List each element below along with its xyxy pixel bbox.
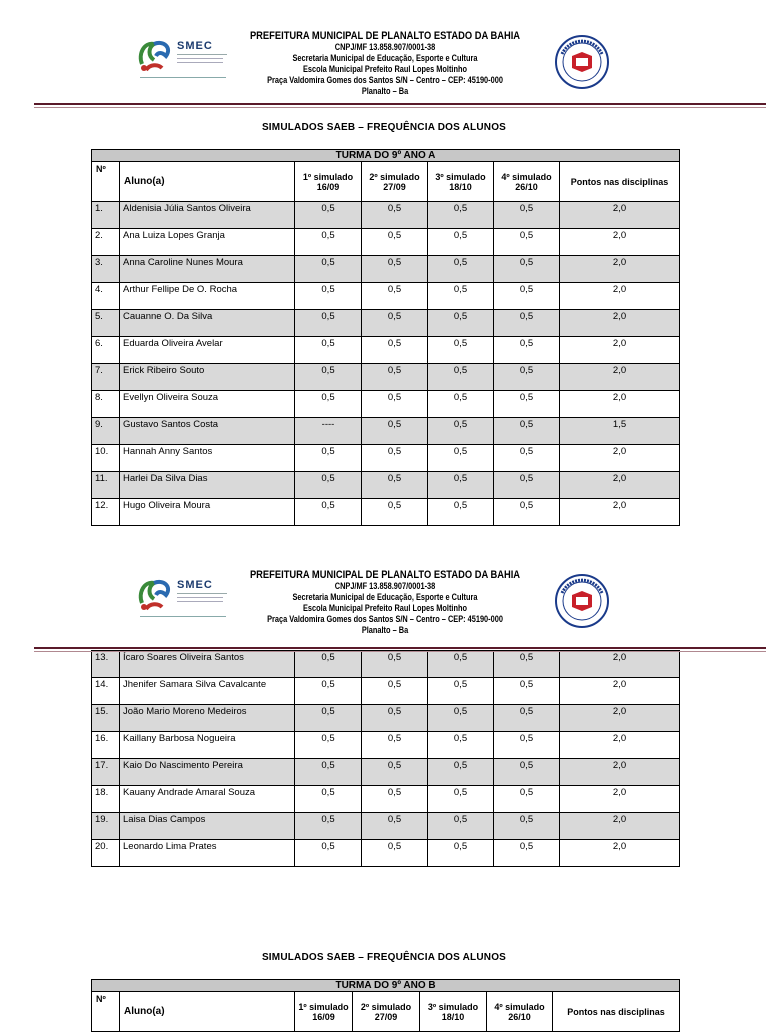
points-value: 2,0 [560,337,680,364]
col-points: Pontos nas disciplinas [553,992,680,1032]
row-number: 15. [92,705,120,732]
sim3-value: 0,5 [428,732,494,759]
student-name: Erick Ribeiro Souto [120,364,295,391]
row-number: 13. [92,651,120,678]
sim2-value: 0,5 [362,840,428,867]
points-value: 2,0 [560,391,680,418]
sim1-value: 0,5 [295,310,362,337]
sim2-value: 0,5 [362,499,428,526]
sim1-value: 0,5 [295,651,362,678]
col-sim4: 4º simulado 26/10 [487,992,553,1032]
sim3-value: 0,5 [428,840,494,867]
points-value: 2,0 [560,202,680,229]
sim2-value: 0,5 [362,445,428,472]
sim3-value: 0,5 [428,445,494,472]
sim3-value: 0,5 [428,472,494,499]
sim1-value: 0,5 [295,499,362,526]
points-value: 2,0 [560,678,680,705]
student-name: Hugo Oliveira Moura [120,499,295,526]
sim3-value: 0,5 [428,678,494,705]
table-row [92,813,680,840]
points-value: 2,0 [560,283,680,310]
logo-text: SMEC [177,40,213,52]
points-value: 2,0 [560,445,680,472]
col-number: Nº [92,992,120,1032]
header-line-cnpj: CNPJ/MF 13.858.907/0001-38 [334,42,436,52]
student-name: João Mario Moreno Medeiros [120,705,295,732]
sim3-value: 0,5 [428,283,494,310]
smec-logo-icon [134,34,176,76]
sim4-value: 0,5 [494,256,560,283]
points-value: 2,0 [560,732,680,759]
points-value: 2,0 [560,786,680,813]
points-value: 2,0 [560,840,680,867]
sim1-value: 0,5 [295,840,362,867]
student-name: Ana Luiza Lopes Granja [120,229,295,256]
column-headers [92,162,680,202]
school-seal-icon [554,573,610,629]
sim1-value: 0,5 [295,705,362,732]
sim3-value: 0,5 [428,418,494,445]
col-sim1: 1º simulado 16/09 [295,162,362,202]
header-rule-thin [34,651,766,652]
attendance-table-a-continued [91,650,680,867]
student-name: Ícaro Soares Oliveira Santos [120,651,295,678]
row-number: 16. [92,732,120,759]
sim4-value: 0,5 [494,705,560,732]
header-text [200,30,570,97]
points-value: 2,0 [560,229,680,256]
section-title: SIMULADOS SAEB – FREQUÊNCIA DOS ALUNOS [261,122,507,133]
sim2-value: 0,5 [362,678,428,705]
row-number: 11. [92,472,120,499]
table-row [92,418,680,445]
col-sim2: 2º simulado 27/09 [362,162,428,202]
points-value: 2,0 [560,651,680,678]
points-value: 1,5 [560,418,680,445]
sim4-value: 0,5 [494,418,560,445]
table-row [92,364,680,391]
header-line-municipality: PREFEITURA MUNICIPAL DE PLANALTO ESTADO DA BAHIA [249,30,521,42]
student-name: Aldenisia Júlia Santos Oliveira [120,202,295,229]
sim4-value: 0,5 [494,840,560,867]
attendance-table-b [91,979,680,1032]
sim3-value: 0,5 [428,705,494,732]
student-name: Jhenifer Samara Silva Cavalcante [120,678,295,705]
sim2-value: 0,5 [362,786,428,813]
table-row [92,499,680,526]
row-number: 19. [92,813,120,840]
header-line-city: Planalto – Ba [361,86,409,96]
student-name: Eduarda Oliveira Avelar [120,337,295,364]
table-row [92,337,680,364]
sim2-value: 0,5 [362,256,428,283]
row-number: 8. [92,391,120,418]
sim1-value: 0,5 [295,256,362,283]
student-name: Kaio Do Nascimento Pereira [120,759,295,786]
smec-logo-icon [134,573,176,615]
sim4-value: 0,5 [494,759,560,786]
sim1-value: 0,5 [295,732,362,759]
row-number: 10. [92,445,120,472]
header-text [200,569,570,636]
table-row [92,840,680,867]
col-points: Pontos nas disciplinas [560,162,680,202]
row-number: 5. [92,310,120,337]
sim3-value: 0,5 [428,786,494,813]
table-body [92,651,680,867]
sim2-value: 0,5 [362,732,428,759]
sim2-value: 0,5 [362,283,428,310]
sim4-value: 0,5 [494,786,560,813]
school-seal-icon [554,34,610,90]
sim4-value: 0,5 [494,472,560,499]
sim2-value: 0,5 [362,202,428,229]
table-row [92,786,680,813]
col-number: Nº [92,162,120,202]
sim1-value: 0,5 [295,283,362,310]
col-sim4: 4º simulado 26/10 [494,162,560,202]
row-number: 12. [92,499,120,526]
student-name: Kaillany Barbosa Nogueira [120,732,295,759]
sim3-value: 0,5 [428,499,494,526]
sim3-value: 0,5 [428,229,494,256]
row-number: 9. [92,418,120,445]
points-value: 2,0 [560,310,680,337]
header-line-secretaria: Secretaria Municipal de Educação, Esporte e Cultura [292,53,478,63]
row-number: 2. [92,229,120,256]
sim1-value: 0,5 [295,337,362,364]
sim4-value: 0,5 [494,310,560,337]
header-line-escola: Escola Municipal Prefeito Raul Lopes Moltinho [302,603,468,613]
sim4-value: 0,5 [494,813,560,840]
table-row [92,310,680,337]
table-row [92,229,680,256]
table-row [92,732,680,759]
header-rule [34,647,766,649]
points-value: 2,0 [560,499,680,526]
table-row [92,256,680,283]
points-value: 2,0 [560,759,680,786]
sim4-value: 0,5 [494,445,560,472]
student-name: Cauanne O. Da Silva [120,310,295,337]
sim3-value: 0,5 [428,651,494,678]
row-number: 18. [92,786,120,813]
points-value: 2,0 [560,364,680,391]
sim4-value: 0,5 [494,678,560,705]
attendance-table-a [91,149,680,526]
sim4-value: 0,5 [494,732,560,759]
student-name: Kauany Andrade Amaral Souza [120,786,295,813]
sim2-value: 0,5 [362,651,428,678]
header-line-address: Praça Valdomira Gomes dos Santos S/N – Centro – CEP: 45190-000 [267,614,503,624]
sim2-value: 0,5 [362,391,428,418]
sim3-value: 0,5 [428,759,494,786]
logo-text: SMEC [177,579,213,591]
sim2-value: 0,5 [362,364,428,391]
header-rule [34,103,766,105]
sim4-value: 0,5 [494,391,560,418]
table-row [92,445,680,472]
section-title-b: SIMULADOS SAEB – FREQUÊNCIA DOS ALUNOS [261,952,507,963]
sim4-value: 0,5 [494,651,560,678]
sim2-value: 0,5 [362,472,428,499]
student-name: Gustavo Santos Costa [120,418,295,445]
col-student: Aluno(a) [120,992,295,1032]
sim3-value: 0,5 [428,310,494,337]
points-value: 2,0 [560,705,680,732]
sim3-value: 0,5 [428,364,494,391]
column-headers [92,992,680,1032]
sim4-value: 0,5 [494,202,560,229]
col-sim1: 1º simulado 16/09 [295,992,353,1032]
sim3-value: 0,5 [428,391,494,418]
school-seal [554,573,610,629]
table-row [92,705,680,732]
table-row [92,759,680,786]
sim3-value: 0,5 [428,256,494,283]
header-line-cnpj: CNPJ/MF 13.858.907/0001-38 [334,581,436,591]
student-name: Hannah Anny Santos [120,445,295,472]
student-name: Laisa Dias Campos [120,813,295,840]
sim2-value: 0,5 [362,813,428,840]
sim3-value: 0,5 [428,337,494,364]
sim2-value: 0,5 [362,705,428,732]
row-number: 14. [92,678,120,705]
row-number: 3. [92,256,120,283]
class-name: TURMA DO 9º ANO B [92,980,680,992]
student-name: Leonardo Lima Prates [120,840,295,867]
table-row [92,651,680,678]
header-line-escola: Escola Municipal Prefeito Raul Lopes Moltinho [302,64,468,74]
sim4-value: 0,5 [494,229,560,256]
header-line-municipality: PREFEITURA MUNICIPAL DE PLANALTO ESTADO DA BAHIA [249,569,521,581]
sim3-value: 0,5 [428,202,494,229]
sim1-value: 0,5 [295,678,362,705]
sim1-value: 0,5 [295,759,362,786]
table-row [92,678,680,705]
sim2-value: 0,5 [362,229,428,256]
sim2-value: 0,5 [362,310,428,337]
row-number: 4. [92,283,120,310]
sim4-value: 0,5 [494,337,560,364]
student-name: Harlei Da Silva Dias [120,472,295,499]
table-row [92,202,680,229]
student-name: Arthur Fellipe De O. Rocha [120,283,295,310]
header-line-city: Planalto – Ba [361,625,409,635]
row-number: 7. [92,364,120,391]
header-rule-thin [34,107,766,108]
sim4-value: 0,5 [494,283,560,310]
row-number: 6. [92,337,120,364]
header-line-address: Praça Valdomira Gomes dos Santos S/N – Centro – CEP: 45190-000 [267,75,503,85]
class-name: TURMA DO 9º ANO A [92,150,680,162]
table-body [92,202,680,526]
school-seal [554,34,610,90]
student-name: Evellyn Oliveira Souza [120,391,295,418]
row-number: 1. [92,202,120,229]
sim2-value: 0,5 [362,759,428,786]
row-number: 20. [92,840,120,867]
sim1-value: 0,5 [295,813,362,840]
row-number: 17. [92,759,120,786]
table-row [92,391,680,418]
table-row [92,283,680,310]
sim4-value: 0,5 [494,364,560,391]
col-student: Aluno(a) [120,162,295,202]
sim1-value: 0,5 [295,445,362,472]
header-line-secretaria: Secretaria Municipal de Educação, Esporte e Cultura [292,592,478,602]
sim1-value: 0,5 [295,229,362,256]
sim1-value: ---- [295,418,362,445]
col-sim2: 2º simulado 27/09 [353,992,420,1032]
sim3-value: 0,5 [428,813,494,840]
points-value: 2,0 [560,813,680,840]
sim1-value: 0,5 [295,364,362,391]
student-name: Anna Caroline Nunes Moura [120,256,295,283]
sim1-value: 0,5 [295,472,362,499]
sim1-value: 0,5 [295,202,362,229]
col-sim3: 3º simulado 18/10 [428,162,494,202]
points-value: 2,0 [560,472,680,499]
table-row [92,472,680,499]
sim4-value: 0,5 [494,499,560,526]
sim2-value: 0,5 [362,337,428,364]
sim1-value: 0,5 [295,391,362,418]
sim2-value: 0,5 [362,418,428,445]
sim1-value: 0,5 [295,786,362,813]
points-value: 2,0 [560,256,680,283]
col-sim3: 3º simulado 18/10 [420,992,487,1032]
